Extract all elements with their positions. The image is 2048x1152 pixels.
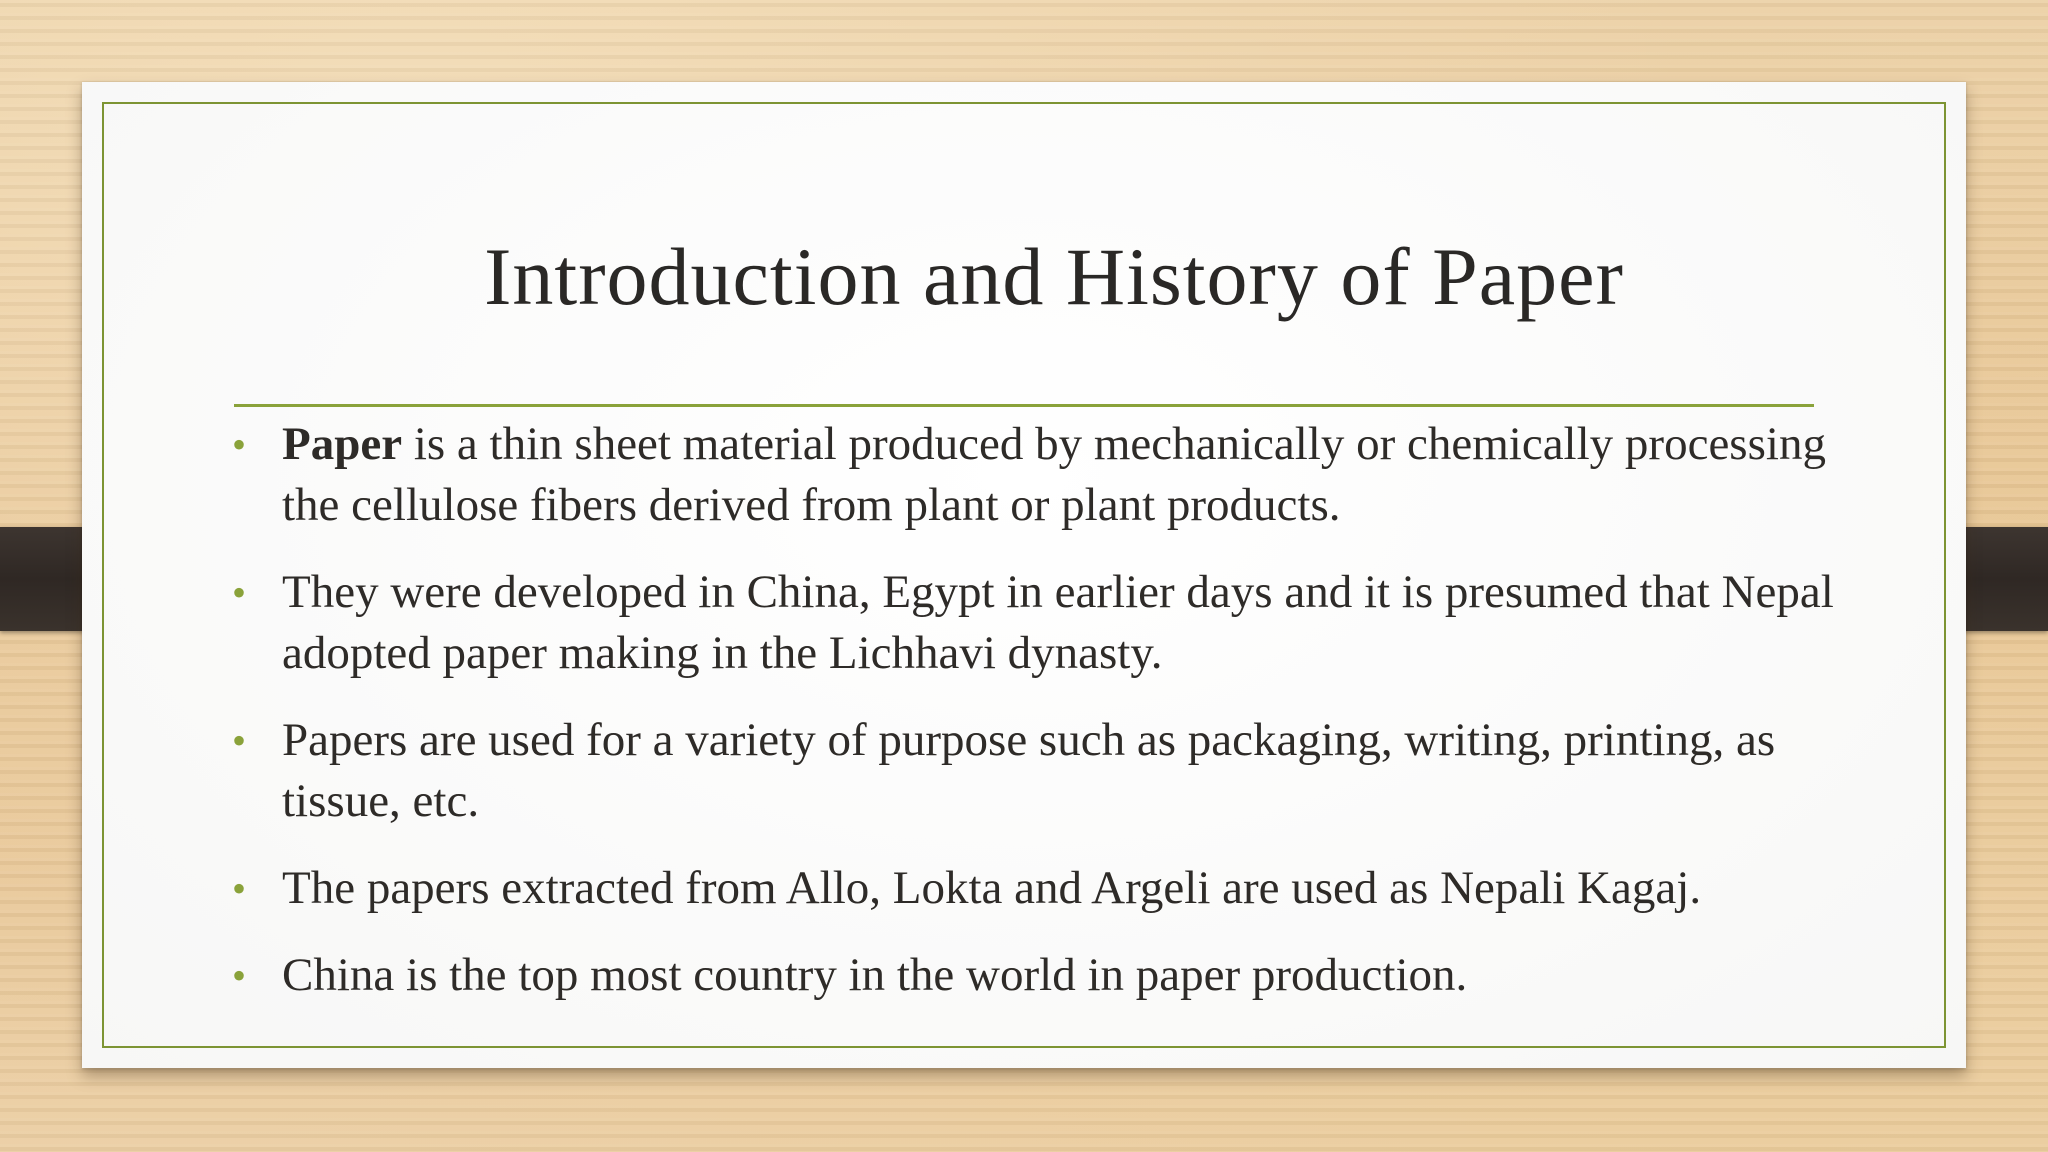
slide-title: Introduction and History of Paper [484,231,1624,322]
bullet-dot-icon: • [232,866,247,911]
bullet-item-3 [232,710,1872,832]
bullet-text: They were developed in China, Egypt in earlier days and it is presumed that Nepal adopted paper making in the Lichhavi dynasty. [282,566,1834,679]
bullet-item-2 [232,562,1872,684]
bullet-dot-icon: • [232,570,247,615]
bullet-dot-icon: • [232,718,247,763]
bullet-item-5 [232,945,1872,1006]
bullet-text: China is the top most country in the world in paper production. [282,949,1468,1001]
title-divider [234,404,1814,407]
bullet-dot-icon: • [232,953,247,998]
bullet-list [232,414,1872,1032]
bullet-bold-term: Paper [282,418,403,470]
bullet-item-4 [232,858,1872,919]
bullet-text: The papers extracted from Allo, Lokta and Argeli are used as Nepali Kagaj. [282,862,1702,914]
bullet-text: is a thin sheet material produced by mechanically or chemically processing the cellulose fibers derived from plant or plant products. [282,418,1826,531]
slide-card [82,82,1966,1068]
bullet-text: Papers are used for a variety of purpose such as packaging, writing, printing, as tissue, etc. [282,714,1776,827]
bullet-dot-icon: • [232,422,247,467]
bullet-item-1 [232,414,1872,536]
